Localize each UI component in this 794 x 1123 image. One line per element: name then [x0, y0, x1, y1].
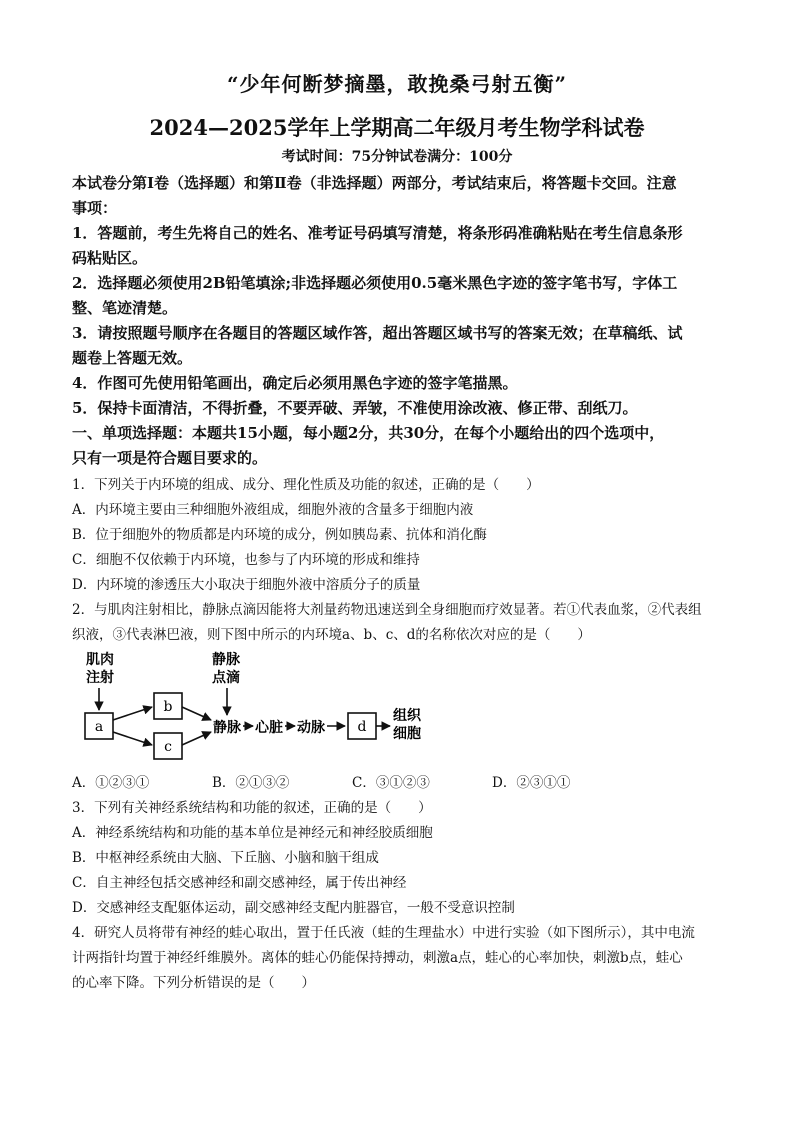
label-vein: 静脉 — [213, 720, 241, 736]
q3-option-d: D．交感神经支配躯体运动，副交感神经支配内脏器官，一般不受意识控制 — [72, 900, 515, 916]
q2-option-a: A．①②③① — [72, 775, 150, 791]
q4-stem-c: 的心率下降。下列分析错误的是（ ） — [72, 975, 315, 991]
section1-heading-b: 只有一项是符合题目要求的。 — [72, 449, 268, 467]
label-artery: 动脉 — [297, 720, 325, 736]
q1-option-c: C．细胞不仅依赖于内环境，也参与了内环境的形成和维持 — [72, 552, 420, 568]
arrow-a-to-c — [113, 732, 152, 745]
arrow-c-to-vein — [182, 732, 211, 745]
exam-title: 2024—2025学年上学期高二年级月考生物学科试卷 — [149, 115, 645, 140]
notice-rule-3b: 题卷上答题无效。 — [72, 349, 193, 367]
label-heart: 心脏 — [255, 720, 283, 736]
label-iv-drip-2: 点滴 — [212, 670, 240, 686]
q2-circulation-diagram — [72, 650, 442, 765]
q3-option-a: A．神经系统结构和功能的基本单位是神经元和神经胶质细胞 — [72, 825, 433, 841]
notice-intro-1: 本试卷分第Ⅰ卷（选择题）和第Ⅱ卷（非选择题）两部分，考试结束后，将答题卡交回。注意 — [72, 174, 677, 192]
q1-option-d: D．内环境的渗透压大小取决于细胞外液中溶质分子的质量 — [72, 577, 421, 593]
notice-rule-2b: 整、笔迹清楚。 — [72, 299, 178, 317]
arrow-b-to-vein — [182, 707, 211, 720]
notice-rule-3a: 3．请按照题号顺序在各题目的答题区域作答，超出答题区域书写的答案无效；在草稿纸、试 — [72, 324, 683, 342]
box-a-label: a — [94, 719, 104, 735]
box-d-label: d — [357, 719, 367, 735]
q3-option-c: C．自主神经包括交感神经和副交感神经，属于传出神经 — [72, 875, 407, 891]
q1-option-a: A．内环境主要由三种细胞外液组成，细胞外液的含量多于细胞内液 — [72, 502, 474, 518]
notice-rule-1a: 1．答题前，考生先将自己的姓名、准考证号码填写清楚，将条形码准确粘贴在考生信息条形 — [72, 224, 683, 242]
box-b-label: b — [163, 699, 173, 715]
notice-rule-5: 5．保持卡面清洁，不得折叠，不要弄破、弄皱，不准使用涂改液、修正带、刮纸刀。 — [72, 399, 638, 417]
q1-stem: 1．下列关于内环境的组成、成分、理化性质及功能的叙述，正确的是（ ） — [72, 477, 540, 493]
notice-rule-4: 4．作图可先使用铅笔画出，确定后必须用黑色字迹的签字笔描黑。 — [72, 374, 518, 392]
notice-rule-1b: 码粘贴区。 — [72, 249, 148, 267]
exam-meta: 考试时间：75分钟试卷满分：100分 — [281, 149, 513, 165]
label-intramuscular-1: 肌肉 — [86, 652, 114, 668]
arrow-a-to-b — [113, 707, 152, 720]
q2-option-d: D．②③①① — [492, 775, 571, 791]
q1-option-b: B．位于细胞外的物质都是内环境的成分，例如胰岛素、抗体和消化酶 — [72, 527, 487, 543]
label-intramuscular-2: 注射 — [86, 670, 114, 686]
q3-stem: 3．下列有关神经系统结构和功能的叙述，正确的是（ ） — [72, 800, 432, 816]
label-tissue-1: 组织 — [393, 708, 421, 724]
notice-intro-2: 事项： — [72, 199, 118, 217]
q4-stem-a: 4．研究人员将带有神经的蛙心取出，置于任氏液（蛙的生理盐水）中进行实验（如下图所示），其中电流 — [72, 925, 695, 941]
q2-option-b: B．②①③② — [212, 775, 290, 791]
section1-heading-a: 一、单项选择题：本题共15小题，每小题2分，共30分，在每个小题给出的四个选项中， — [72, 424, 665, 442]
q4-stem-b: 计两指针均置于神经纤维膜外。离体的蛙心仍能保持搏动，刺激a点，蛙心的心率加快，刺激b点，蛙心 — [72, 950, 683, 966]
label-tissue-2: 细胞 — [393, 726, 421, 742]
label-iv-drip-1: 静脉 — [212, 652, 240, 668]
q3-option-b: B．中枢神经系统由大脑、下丘脑、小脑和脑干组成 — [72, 850, 379, 866]
q2-stem-a: 2．与肌肉注射相比，静脉点滴因能将大剂量药物迅速送到全身细胞而疗效显著。若①代表血浆，②代表组 — [72, 602, 702, 618]
notice-rule-2a: 2．选择题必须使用2B铅笔填涂;非选择题必须使用0.5毫米黑色字迹的签字笔书写，字体工 — [72, 274, 678, 292]
q2-stem-b: 织液，③代表淋巴液，则下图中所示的内环境a、b、c、d的名称依次对应的是（ ） — [72, 627, 591, 643]
exam-motto: “少年何断梦摘墨，敢挽桑弓射五衡” — [226, 72, 567, 96]
box-c-label: c — [164, 739, 172, 755]
q2-option-c: C．③①②③ — [352, 775, 430, 791]
